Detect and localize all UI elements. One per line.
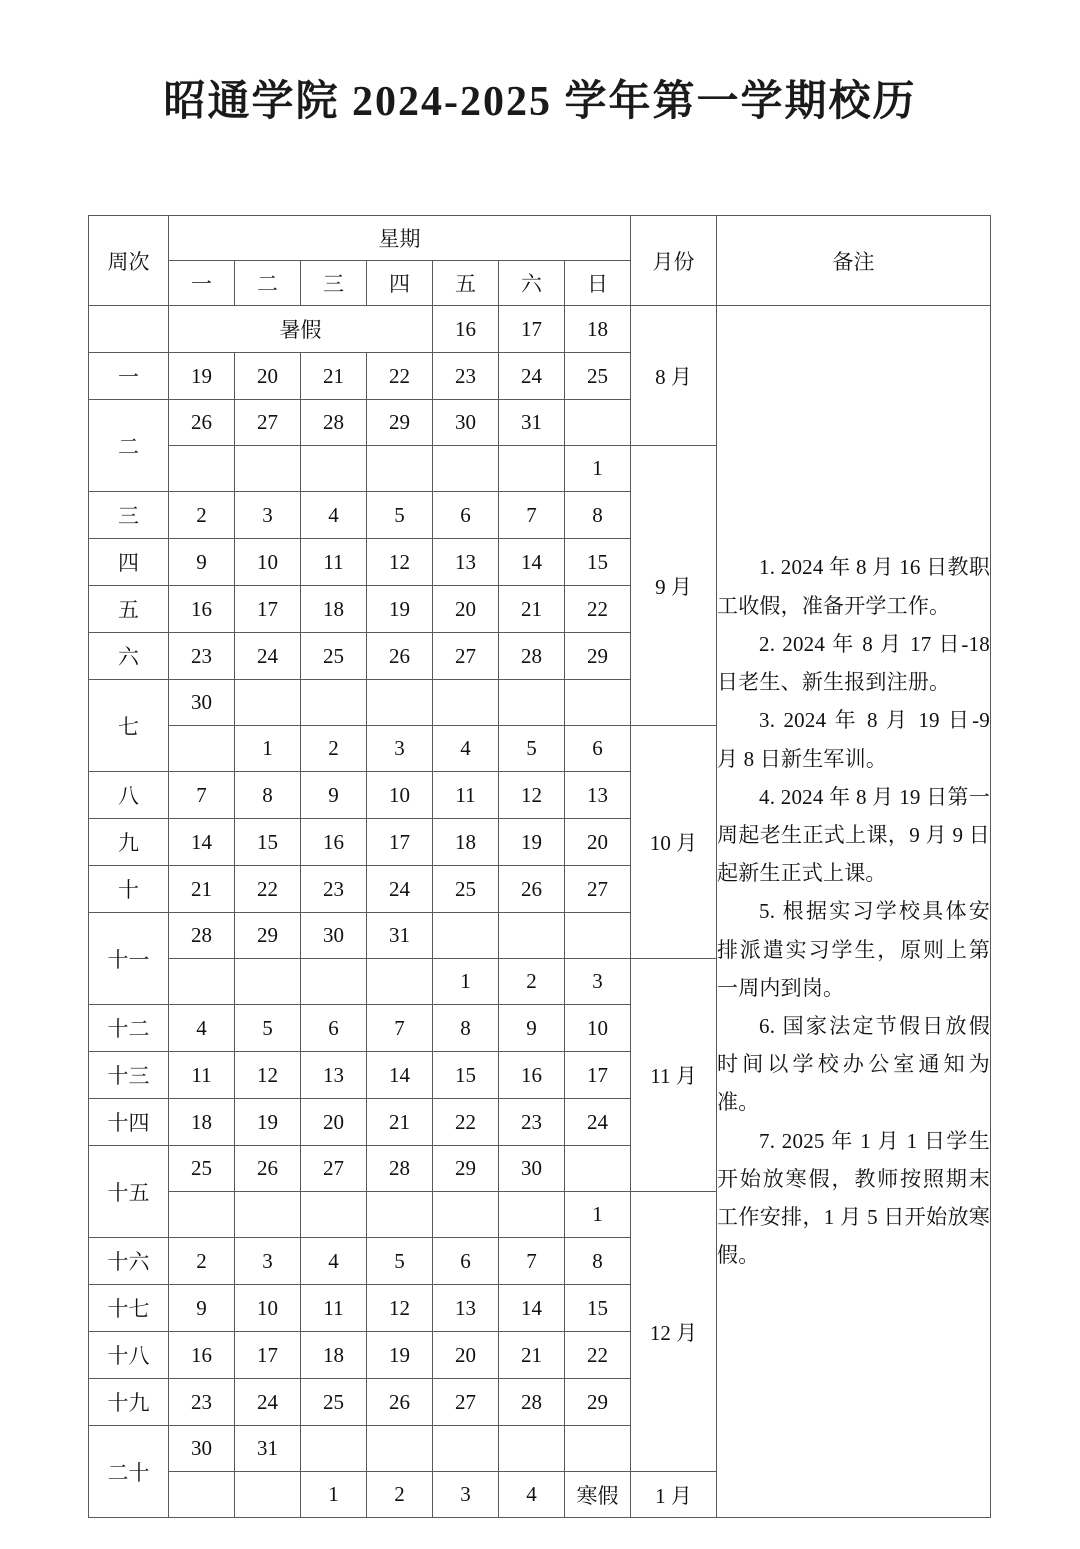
day-cell: 20 — [301, 1099, 367, 1146]
remark-item: 3. 2024 年 8 月 19 日-9 月 8 日新生军训。 — [717, 708, 991, 771]
remark-item: 2. 2024 年 8 月 17 日-18 日老生、新生报到注册。 — [717, 631, 991, 695]
day-cell: 27 — [433, 1379, 499, 1426]
remark-item: 5. 根据实习学校具体安排派遣实习学生，原则上第一周内到岗。 — [717, 899, 991, 1000]
day-cell: 30 — [433, 400, 499, 446]
day-cell: 18 — [301, 1332, 367, 1379]
day-cell: 19 — [499, 819, 565, 866]
day-cell: 17 — [565, 1052, 631, 1099]
day-cell: 22 — [367, 353, 433, 400]
day-cell: 26 — [367, 1379, 433, 1426]
day-cell: 18 — [169, 1099, 235, 1146]
day-cell: 7 — [367, 1005, 433, 1052]
week-number-cell — [89, 306, 169, 353]
day-cell: 21 — [367, 1099, 433, 1146]
week-number-cell: 十六 — [89, 1238, 169, 1285]
day-cell: 29 — [433, 1146, 499, 1192]
day-cell — [499, 1192, 565, 1238]
day-cell: 2 — [301, 726, 367, 772]
day-cell: 15 — [433, 1052, 499, 1099]
remark-item: 7. 2025 年 1 月 1 日学生开始放寒假，教师按照期末工作安排，1 月 5 日开始放寒假。 — [717, 1128, 991, 1268]
day-cell: 23 — [169, 1379, 235, 1426]
week-number-cell: 十三 — [89, 1052, 169, 1099]
week-number-cell: 九 — [89, 819, 169, 866]
day-cell: 1 — [235, 726, 301, 772]
day-cell: 30 — [169, 1426, 235, 1472]
day-cell — [235, 1192, 301, 1238]
week-number-cell: 十八 — [89, 1332, 169, 1379]
table-header-row-top — [89, 216, 991, 261]
day-cell: 27 — [301, 1146, 367, 1192]
day-cell — [367, 446, 433, 492]
day-cell — [169, 1192, 235, 1238]
day-cell: 26 — [367, 633, 433, 680]
day-cell: 26 — [499, 866, 565, 913]
week-number-cell: 四 — [89, 539, 169, 586]
day-cell: 16 — [169, 586, 235, 633]
day-cell — [367, 680, 433, 726]
day-cell: 12 — [499, 772, 565, 819]
day-cell: 30 — [169, 680, 235, 726]
day-cell: 11 — [433, 772, 499, 819]
day-cell: 21 — [169, 866, 235, 913]
day-cell: 11 — [301, 1285, 367, 1332]
winter-vacation-label: 寒假 — [565, 1472, 631, 1518]
day-cell: 25 — [301, 1379, 367, 1426]
day-cell: 17 — [235, 586, 301, 633]
day-cell: 12 — [235, 1052, 301, 1099]
day-cell: 10 — [565, 1005, 631, 1052]
header-remark: 备注 — [717, 216, 991, 306]
day-cell — [301, 1426, 367, 1472]
day-cell — [499, 913, 565, 959]
day-cell — [565, 1146, 631, 1192]
page-title: 昭通学院 2024-2025 学年第一学期校历 — [163, 79, 917, 125]
day-cell: 1 — [433, 959, 499, 1005]
week-number-cell: 二十 — [89, 1426, 169, 1518]
summer-vacation-label: 暑假 — [169, 306, 433, 353]
day-cell: 11 — [301, 539, 367, 586]
header-day-fri: 五 — [433, 261, 499, 306]
day-cell: 20 — [433, 1332, 499, 1379]
day-cell: 23 — [499, 1099, 565, 1146]
day-cell: 5 — [367, 1238, 433, 1285]
day-cell: 21 — [301, 353, 367, 400]
day-cell: 19 — [367, 586, 433, 633]
day-cell: 1 — [565, 446, 631, 492]
day-cell: 10 — [235, 1285, 301, 1332]
day-cell: 8 — [565, 492, 631, 539]
academic-calendar-container — [88, 215, 991, 1518]
week-number-cell: 八 — [89, 772, 169, 819]
day-cell: 16 — [499, 1052, 565, 1099]
day-cell: 25 — [565, 353, 631, 400]
day-cell: 24 — [499, 353, 565, 400]
day-cell — [565, 1426, 631, 1472]
day-cell: 6 — [433, 492, 499, 539]
day-cell: 31 — [235, 1426, 301, 1472]
remarks-list — [717, 548, 990, 1274]
day-cell: 4 — [499, 1472, 565, 1518]
day-cell: 3 — [433, 1472, 499, 1518]
day-cell: 17 — [367, 819, 433, 866]
header-weekday-group: 星期 — [169, 216, 631, 261]
day-cell: 10 — [367, 772, 433, 819]
day-cell: 9 — [169, 1285, 235, 1332]
day-cell: 30 — [301, 913, 367, 959]
day-cell — [499, 1426, 565, 1472]
day-cell: 20 — [433, 586, 499, 633]
day-cell — [235, 680, 301, 726]
day-cell: 9 — [169, 539, 235, 586]
remarks-cell — [717, 306, 991, 1518]
day-cell: 28 — [169, 913, 235, 959]
day-cell: 14 — [499, 1285, 565, 1332]
day-cell: 4 — [169, 1005, 235, 1052]
week-number-cell: 七 — [89, 680, 169, 772]
day-cell: 1 — [565, 1192, 631, 1238]
day-cell — [235, 446, 301, 492]
day-cell: 22 — [565, 1332, 631, 1379]
day-cell: 14 — [499, 539, 565, 586]
header-day-wed: 三 — [301, 261, 367, 306]
day-cell: 14 — [169, 819, 235, 866]
day-cell — [433, 1426, 499, 1472]
header-day-thu: 四 — [367, 261, 433, 306]
day-cell: 2 — [499, 959, 565, 1005]
week-number-cell: 二 — [89, 400, 169, 492]
day-cell: 6 — [433, 1238, 499, 1285]
day-cell — [367, 1426, 433, 1472]
day-cell — [433, 446, 499, 492]
week-number-cell: 十九 — [89, 1379, 169, 1426]
day-cell: 21 — [499, 1332, 565, 1379]
table-row — [89, 306, 991, 353]
day-cell: 2 — [367, 1472, 433, 1518]
day-cell: 16 — [169, 1332, 235, 1379]
day-cell: 27 — [565, 866, 631, 913]
academic-calendar-table — [88, 215, 991, 1518]
day-cell — [235, 959, 301, 1005]
day-cell: 12 — [367, 539, 433, 586]
day-cell: 1 — [301, 1472, 367, 1518]
day-cell: 26 — [235, 1146, 301, 1192]
day-cell: 9 — [301, 772, 367, 819]
day-cell: 21 — [499, 586, 565, 633]
day-cell: 20 — [565, 819, 631, 866]
day-cell: 12 — [367, 1285, 433, 1332]
day-cell: 18 — [301, 586, 367, 633]
day-cell: 10 — [235, 539, 301, 586]
day-cell: 29 — [565, 633, 631, 680]
day-cell — [169, 1472, 235, 1518]
month-cell-jan: 1 月 — [631, 1472, 717, 1518]
day-cell: 25 — [169, 1146, 235, 1192]
week-number-cell: 五 — [89, 586, 169, 633]
day-cell: 14 — [367, 1052, 433, 1099]
week-number-cell: 十四 — [89, 1099, 169, 1146]
day-cell: 5 — [367, 492, 433, 539]
day-cell: 7 — [499, 492, 565, 539]
day-cell: 23 — [301, 866, 367, 913]
week-number-cell: 十一 — [89, 913, 169, 1005]
day-cell — [367, 959, 433, 1005]
day-cell: 22 — [433, 1099, 499, 1146]
day-cell — [433, 913, 499, 959]
day-cell: 7 — [169, 772, 235, 819]
day-cell — [367, 1192, 433, 1238]
day-cell: 29 — [565, 1379, 631, 1426]
day-cell — [301, 680, 367, 726]
day-cell: 19 — [235, 1099, 301, 1146]
header-week-number: 周次 — [89, 216, 169, 306]
header-day-sat: 六 — [499, 261, 565, 306]
day-cell: 28 — [367, 1146, 433, 1192]
day-cell: 22 — [235, 866, 301, 913]
day-cell: 7 — [499, 1238, 565, 1285]
day-cell: 13 — [433, 1285, 499, 1332]
day-cell: 18 — [565, 306, 631, 353]
day-cell: 23 — [433, 353, 499, 400]
day-cell: 23 — [169, 633, 235, 680]
week-number-cell: 十 — [89, 866, 169, 913]
day-cell: 16 — [433, 306, 499, 353]
day-cell: 3 — [565, 959, 631, 1005]
day-cell: 3 — [367, 726, 433, 772]
day-cell: 19 — [367, 1332, 433, 1379]
day-cell: 27 — [235, 400, 301, 446]
day-cell: 31 — [499, 400, 565, 446]
day-cell: 13 — [433, 539, 499, 586]
day-cell: 28 — [499, 1379, 565, 1426]
day-cell — [565, 913, 631, 959]
day-cell: 24 — [235, 633, 301, 680]
day-cell: 8 — [235, 772, 301, 819]
day-cell: 28 — [301, 400, 367, 446]
day-cell: 18 — [433, 819, 499, 866]
day-cell: 26 — [169, 400, 235, 446]
day-cell: 8 — [565, 1238, 631, 1285]
day-cell: 16 — [301, 819, 367, 866]
day-cell: 3 — [235, 492, 301, 539]
day-cell: 30 — [499, 1146, 565, 1192]
day-cell: 27 — [433, 633, 499, 680]
day-cell: 24 — [235, 1379, 301, 1426]
month-cell-nov: 11 月 — [631, 959, 717, 1192]
day-cell — [565, 680, 631, 726]
day-cell: 31 — [367, 913, 433, 959]
day-cell — [169, 446, 235, 492]
day-cell: 17 — [235, 1332, 301, 1379]
day-cell: 19 — [169, 353, 235, 400]
day-cell: 3 — [235, 1238, 301, 1285]
day-cell: 4 — [301, 492, 367, 539]
day-cell: 17 — [499, 306, 565, 353]
remark-item: 4. 2024 年 8 月 19 日第一周起老生正式上课，9 月 9 日起新生正式上课。 — [717, 784, 991, 886]
day-cell: 9 — [499, 1005, 565, 1052]
day-cell: 6 — [565, 726, 631, 772]
header-month: 月份 — [631, 216, 717, 306]
month-cell-oct: 10 月 — [631, 726, 717, 959]
header-day-tue: 二 — [235, 261, 301, 306]
day-cell: 6 — [301, 1005, 367, 1052]
day-cell: 4 — [433, 726, 499, 772]
day-cell — [433, 1192, 499, 1238]
day-cell — [565, 400, 631, 446]
day-cell: 5 — [235, 1005, 301, 1052]
month-cell-dec: 12 月 — [631, 1192, 717, 1472]
day-cell: 25 — [433, 866, 499, 913]
header-day-sun: 日 — [565, 261, 631, 306]
remark-item: 6. 国家法定节假日放假时间以学校办公室通知为准。 — [717, 1014, 991, 1115]
day-cell — [169, 959, 235, 1005]
day-cell: 4 — [301, 1238, 367, 1285]
day-cell — [499, 446, 565, 492]
month-cell-sep: 9 月 — [631, 446, 717, 726]
day-cell: 29 — [235, 913, 301, 959]
day-cell: 15 — [235, 819, 301, 866]
week-number-cell: 十五 — [89, 1146, 169, 1238]
day-cell: 29 — [367, 400, 433, 446]
day-cell — [235, 1472, 301, 1518]
day-cell: 2 — [169, 492, 235, 539]
day-cell — [169, 726, 235, 772]
day-cell: 8 — [433, 1005, 499, 1052]
day-cell — [499, 680, 565, 726]
day-cell: 20 — [235, 353, 301, 400]
week-number-cell: 十二 — [89, 1005, 169, 1052]
day-cell: 28 — [499, 633, 565, 680]
day-cell: 24 — [367, 866, 433, 913]
day-cell: 2 — [169, 1238, 235, 1285]
day-cell — [301, 446, 367, 492]
header-day-mon: 一 — [169, 261, 235, 306]
day-cell: 11 — [169, 1052, 235, 1099]
week-number-cell: 三 — [89, 492, 169, 539]
day-cell — [301, 1192, 367, 1238]
day-cell: 15 — [565, 539, 631, 586]
week-number-cell: 一 — [89, 353, 169, 400]
week-number-cell: 十七 — [89, 1285, 169, 1332]
day-cell: 25 — [301, 633, 367, 680]
day-cell: 15 — [565, 1285, 631, 1332]
day-cell: 13 — [301, 1052, 367, 1099]
day-cell: 24 — [565, 1099, 631, 1146]
day-cell: 5 — [499, 726, 565, 772]
week-number-cell: 六 — [89, 633, 169, 680]
remark-item: 1. 2024 年 8 月 16 日教职工收假，准备开学工作。 — [717, 555, 991, 618]
day-cell — [433, 680, 499, 726]
day-cell: 13 — [565, 772, 631, 819]
day-cell — [301, 959, 367, 1005]
month-cell-aug: 8 月 — [631, 306, 717, 446]
day-cell: 22 — [565, 586, 631, 633]
